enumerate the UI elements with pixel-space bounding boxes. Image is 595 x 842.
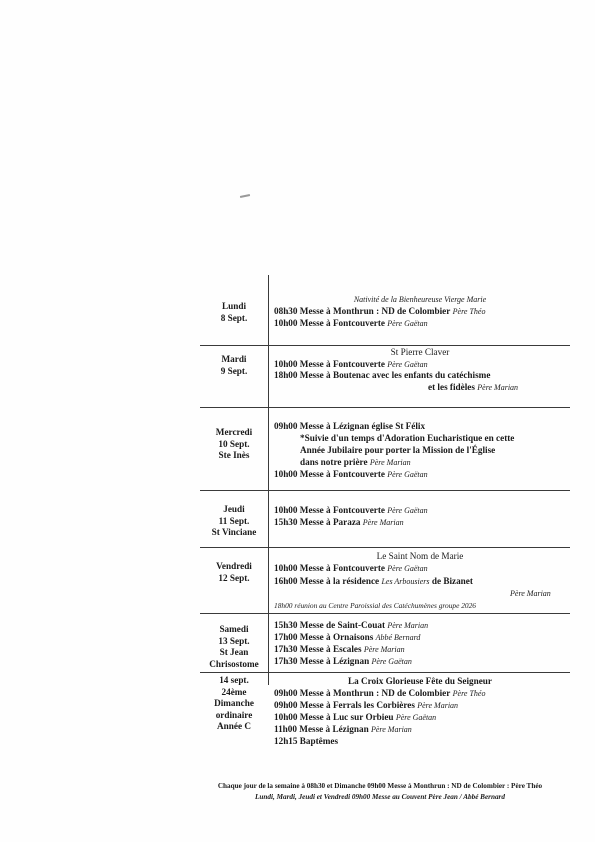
day-label xyxy=(200,427,268,462)
row-divider xyxy=(200,345,570,346)
mass-line: 09h00 Messe à Lézignan église St Félix xyxy=(274,421,426,431)
day-label xyxy=(200,561,268,584)
mass-line: 10h00 Messe à Fontcouverte Père Gaëtan xyxy=(274,563,428,573)
day-name: Mardi xyxy=(221,354,247,364)
day-name: ordinaire xyxy=(215,709,253,720)
mass-line: 16h00 Messe à la résidence Les Arbousiers de Bizanet xyxy=(274,576,473,586)
mass-line: 10h00 Messe à Fontcouverte Père Gaëtan xyxy=(274,469,428,479)
mass-line: 17h30 Messe à Lézignan Père Gaëtan xyxy=(274,656,412,666)
footer-line: Chaque jour de la semaine à 08h30 et Dimanche 09h00 Messe à Monthrun : ND de Colombier : Père Théo xyxy=(217,782,543,790)
mass-line: *Suivie d'un temps d'Adoration Eucharistique en cette xyxy=(300,433,515,443)
day-date: 13 Sept. xyxy=(218,635,250,646)
column-divider xyxy=(268,275,269,685)
day-saint: Ste Inès xyxy=(218,450,250,460)
mass-line: dans notre prière Père Marian xyxy=(300,457,411,467)
day-date: 12 Sept. xyxy=(218,572,250,583)
day-saint: Chrisostome xyxy=(209,658,259,669)
feast-title: Nativité de la Bienheureuse Vierge Marie xyxy=(353,295,487,304)
day-date: 11 Sept. xyxy=(218,515,250,526)
mass-line: 15h30 Messe à Paraza Père Marian xyxy=(274,517,404,527)
row-divider xyxy=(200,613,570,614)
day-name: 24ème xyxy=(221,686,247,697)
mass-line: 17h30 Messe à Escales Père Marian xyxy=(274,644,405,654)
day-name: Année C xyxy=(217,721,251,731)
feast-title: St Pierre Claver xyxy=(390,347,450,357)
feast-title: La Croix Glorieuse Fête du Seigneur xyxy=(347,676,492,686)
day-date: 8 Sept. xyxy=(220,312,248,323)
feast-title: Le Saint Nom de Marie xyxy=(376,551,464,561)
mass-line: 10h00 Messe à Fontcouverte Père Gaëtan xyxy=(274,505,428,515)
mass-line: Année Jubilaire pour porter la Mission de l'Église xyxy=(300,445,496,455)
day-date: 14 sept. xyxy=(219,675,249,685)
mass-line: 15h30 Messe de Saint-Couat Père Marian xyxy=(274,620,429,630)
mass-line: 11h00 Messe à Lézignan Père Marian xyxy=(274,724,412,734)
footer-line: Lundi, Mardi, Jeudi et Vendredi 09h00 Messe au Couvent Père Jean / Abbé Bernard xyxy=(255,793,505,801)
mass-line: 18h00 Messe à Boutenac avec les enfants du catéchisme xyxy=(274,370,491,380)
mass-line: 09h00 Messe à Ferrals les Corbières Père Marian xyxy=(274,700,459,710)
mass-line: 10h00 Messe à Luc sur Orbieu Père Gaëtan xyxy=(274,712,437,722)
day-label xyxy=(200,301,268,324)
mass-line: 08h30 Messe à Monthrun : ND de Colombier Père Théo xyxy=(274,306,486,316)
day-saint: St Vinciane xyxy=(211,527,257,537)
day-date: 9 Sept. xyxy=(220,365,248,376)
scan-mark xyxy=(240,194,250,198)
meeting-note: 18h00 réunion au Centre Paroissial des Catéchumènes groupe 2026 xyxy=(274,601,476,610)
day-name: Mercredi xyxy=(215,427,253,437)
day-date: 10 Sept. xyxy=(218,438,250,449)
day-label xyxy=(200,354,268,377)
day-label xyxy=(200,675,268,733)
day-name: Lundi xyxy=(221,301,246,311)
mass-line: 10h00 Messe à Fontcouverte Père Gaëtan xyxy=(274,359,428,369)
day-name: Jeudi xyxy=(223,504,245,514)
row-divider xyxy=(200,490,570,491)
day-name: Vendredi xyxy=(216,561,252,571)
row-divider xyxy=(200,407,570,408)
day-label xyxy=(200,504,268,539)
mass-line: et les fidèles Père Marian xyxy=(428,382,519,392)
day-saint: St Jean xyxy=(219,647,249,657)
mass-line: 12h15 Baptêmes xyxy=(274,736,339,746)
row-divider xyxy=(200,547,570,548)
day-name: Samedi xyxy=(219,624,249,634)
mass-line: 09h00 Messe à Monthrun : ND de Colombier Père Théo xyxy=(274,688,486,698)
day-label xyxy=(200,624,268,670)
day-name: Dimanche xyxy=(214,698,254,708)
mass-line: 10h00 Messe à Fontcouverte Père Gaëtan xyxy=(274,318,428,328)
mass-line: Père Marian xyxy=(510,589,551,598)
mass-line: 17h00 Messe à Ornaisons Abbé Bernard xyxy=(274,632,421,642)
row-divider xyxy=(200,672,570,673)
